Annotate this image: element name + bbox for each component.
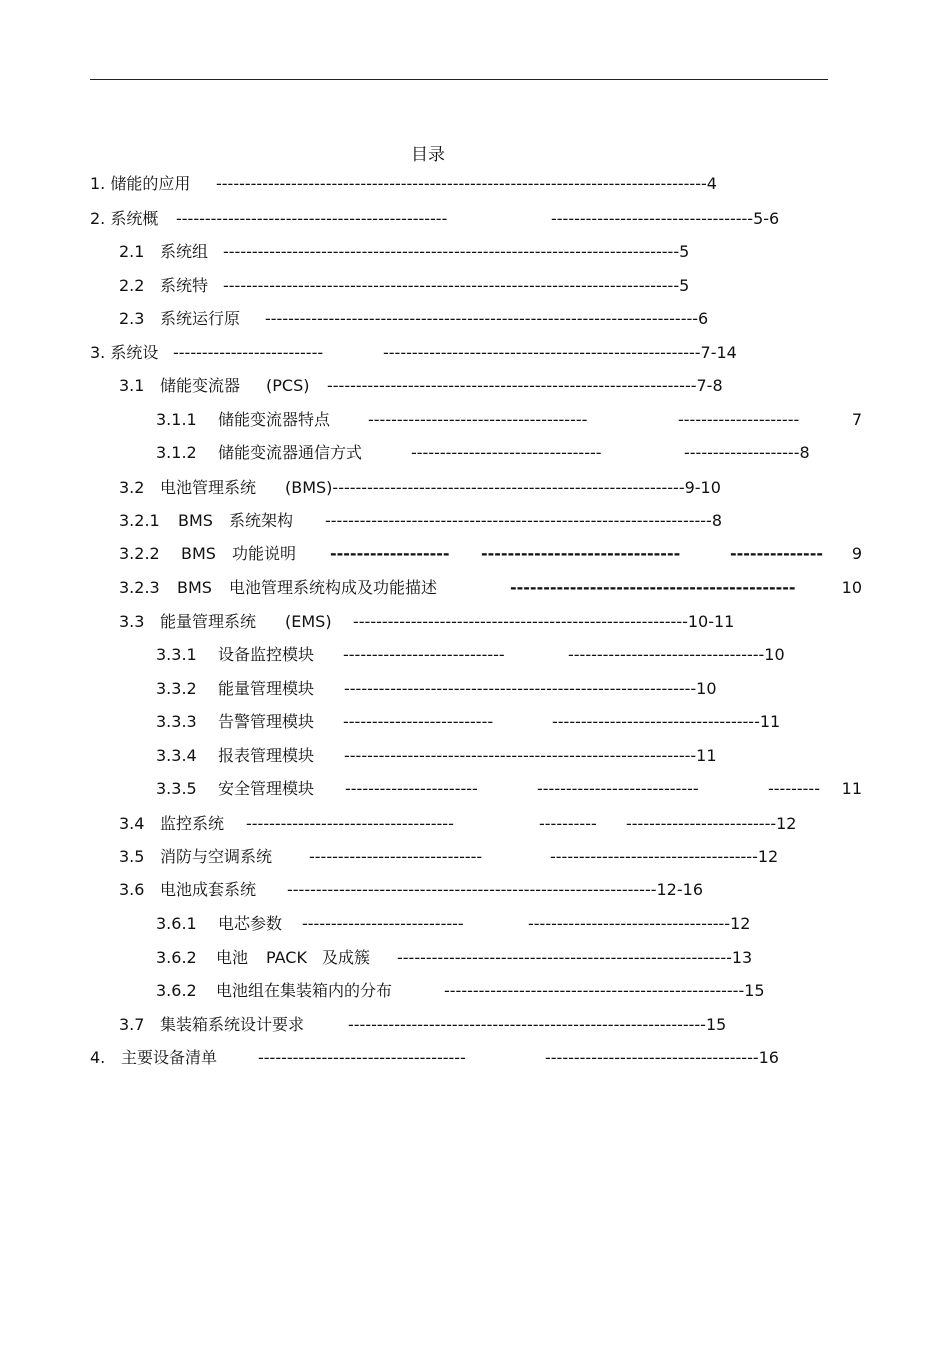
toc-entry-segment: --------- [768, 779, 820, 798]
toc-entry-segment: 2. 系统概 [90, 209, 159, 228]
toc-entry-segment: 3.1.2 [156, 443, 197, 462]
toc-entry-segment: BMS [181, 544, 216, 563]
toc-entry-segment: ------------------------------------ [258, 1048, 466, 1067]
toc-entry-segment: ----------------------------------------------- [176, 209, 448, 228]
toc-entry-segment: 告警管理模块 [218, 712, 315, 731]
toc-entry-segment: -----------------------------------12 [528, 914, 751, 933]
toc-entry-segment: --------------------------------------------------------------15 [348, 1015, 727, 1034]
toc-entry-segment: --------------------------------- [411, 443, 602, 462]
toc-entry-segment: -------------------------------------16 [545, 1048, 779, 1067]
toc-entry-segment: 能量管理模块 [218, 679, 315, 698]
toc-entry-segment: --------------------------12 [626, 814, 797, 833]
toc-entry-segment: 2.1 [119, 242, 145, 261]
toc-entry-segment: ----------------------------------------------------15 [444, 981, 765, 1000]
toc-entry-segment: 2.3 [119, 309, 145, 328]
toc-entry-segment: 3.3.5 [156, 779, 197, 798]
toc-entry-segment: 消防与空调系统 [160, 847, 273, 866]
toc-entry-segment: 10 [841, 578, 862, 597]
toc-entry-segment: 3.2 [119, 478, 145, 497]
toc-entry-segment: -------------------------------------------------------7-14 [383, 343, 737, 362]
toc-entry-segment: -------------------------- [343, 712, 494, 731]
toc-entry-segment: 3.3.2 [156, 679, 197, 698]
toc-entry-segment: -------------- [730, 544, 823, 563]
toc-entry-segment: 系统特 [160, 276, 209, 295]
toc-entry-segment: 电池管理系统构成及功能描述 [229, 578, 438, 597]
toc-entry-segment: 系统组 [160, 242, 209, 261]
toc-entry-segment: 储能变流器特点 [218, 410, 331, 429]
toc-entry-segment: ---------------------------- [537, 779, 699, 798]
toc-entry-segment: -------------------------------------------------------------11 [344, 746, 717, 765]
toc-entry-segment: 3.6.2 [156, 981, 197, 1000]
toc-entry-segment: 7 [851, 410, 862, 429]
toc-entry-segment: ------------------------------------11 [552, 712, 781, 731]
toc-entry-segment: 电池组在集装箱内的分布 [216, 981, 393, 1000]
toc-entry-segment: ------------------------------------ [246, 814, 454, 833]
toc-entry-segment: 3.6.1 [156, 914, 197, 933]
toc-entry-segment: 3.2.2 [119, 544, 160, 563]
toc-entry-segment: 3.3 [119, 612, 145, 631]
toc-entry-segment: 3.1.1 [156, 410, 197, 429]
toc-entry-segment: BMS [178, 511, 213, 530]
toc-entry-segment: 报表管理模块 [218, 746, 315, 765]
toc-entry-segment: -------------------------------------------------------------------------------------4 [216, 174, 717, 193]
toc-entry-segment: 3.2.1 [119, 511, 160, 530]
toc-entry-segment: 设备监控模块 [218, 645, 315, 664]
toc-entry-segment: 3.6 [119, 880, 145, 899]
toc-entry-segment: -----------------------------------5-6 [551, 209, 780, 228]
toc-entry-segment: 电池管理系统 [160, 478, 257, 497]
toc-entry-segment: (EMS) [285, 612, 332, 631]
toc-entry-segment: 3. 系统设 [90, 343, 159, 362]
toc-entry-segment: ---------------------------- [343, 645, 505, 664]
toc-entry-segment: 系统运行原 [160, 309, 241, 328]
toc-entry-segment: 4. [90, 1048, 106, 1067]
toc-entry-segment: 安全管理模块 [218, 779, 315, 798]
toc-entry-segment: ------------------------------ [481, 544, 681, 563]
toc-entry-segment: 3.6.2 [156, 948, 197, 967]
toc-entry-segment: 能量管理系统 [160, 612, 257, 631]
toc-entry-segment: -------------------------- [173, 343, 324, 362]
toc-entry-segment: 2.2 [119, 276, 145, 295]
toc-entry-segment: ----------------------------------------------------------13 [397, 948, 753, 967]
toc-entry-segment: (BMS)-------------------------------------------------------------9-10 [285, 478, 721, 497]
toc-entry-segment: ------------------------------------12 [550, 847, 779, 866]
toc-entry-segment: --------------------- [678, 410, 800, 429]
toc-entry-segment: -------------------------------------------------------------------8 [325, 511, 722, 530]
toc-entry-segment: ----------------------------------------------------------------12-16 [287, 880, 703, 899]
toc-entry-segment: 3.5 [119, 847, 145, 866]
toc-entry-segment: 11 [841, 779, 862, 798]
toc-entry-segment: 9 [851, 544, 862, 563]
toc-entry-segment: 监控系统 [160, 814, 225, 833]
toc-entry-segment: ---------- [539, 814, 597, 833]
toc-entry-segment: ------------------------------------------- [510, 578, 796, 597]
toc-entry-segment: -------------------------------------------------------------10 [344, 679, 717, 698]
toc-entry-segment: ------------------------------ [309, 847, 483, 866]
toc-entry-segment: 储能变流器 [160, 376, 241, 395]
toc-entry-segment: ---------------------------------------------------------------------------6 [265, 309, 709, 328]
toc-entry-segment: ----------------------------------------------------------10-11 [353, 612, 735, 631]
toc-entry-segment: -------------------------------------- [368, 410, 588, 429]
toc-entry-segment: 储能变流器通信方式 [218, 443, 363, 462]
toc-entry-segment: 3.3.1 [156, 645, 197, 664]
header-rule [90, 79, 828, 80]
toc-entry-segment: -------------------------------------------------------------------------------5 [223, 242, 690, 261]
toc-entry-segment: 3.3.3 [156, 712, 197, 731]
toc-entry-segment: 电芯参数 [218, 914, 283, 933]
toc-entry-segment: 功能说明 [232, 544, 297, 563]
toc-entry-segment: 电池成套系统 [160, 880, 257, 899]
toc-entry-segment: ----------------------- [345, 779, 478, 798]
toc-entry-segment: (PCS) [266, 376, 310, 395]
toc-entry-segment: 及成簇 [322, 948, 371, 967]
toc-entry-segment: 3.4 [119, 814, 145, 833]
toc-entry-segment: 3.2.3 [119, 578, 160, 597]
toc-entry-segment: ------------------ [330, 544, 450, 563]
toc-entry-segment: BMS [177, 578, 212, 597]
toc-entry-segment: 3.7 [119, 1015, 145, 1034]
toc-title: 目录 [411, 145, 445, 165]
toc-entry-segment: 3.3.4 [156, 746, 197, 765]
toc-entry-segment: ----------------------------------------------------------------7-8 [327, 376, 723, 395]
toc-entry-segment: -------------------------------------------------------------------------------5 [223, 276, 690, 295]
toc-entry-segment: ----------------------------------10 [568, 645, 785, 664]
toc-entry-segment: ---------------------------- [302, 914, 464, 933]
toc-entry-segment: 系统架构 [229, 511, 294, 530]
toc-entry-segment: --------------------8 [684, 443, 810, 462]
toc-entry-segment: 集装箱系统设计要求 [160, 1015, 305, 1034]
toc-entry-segment: 3.1 [119, 376, 145, 395]
toc-entry-segment: 主要设备清单 [121, 1048, 218, 1067]
toc-entry-segment: 1. 储能的应用 [90, 174, 191, 193]
toc-entry-segment: 电池 [216, 948, 249, 967]
toc-entry-segment: PACK [266, 948, 307, 967]
